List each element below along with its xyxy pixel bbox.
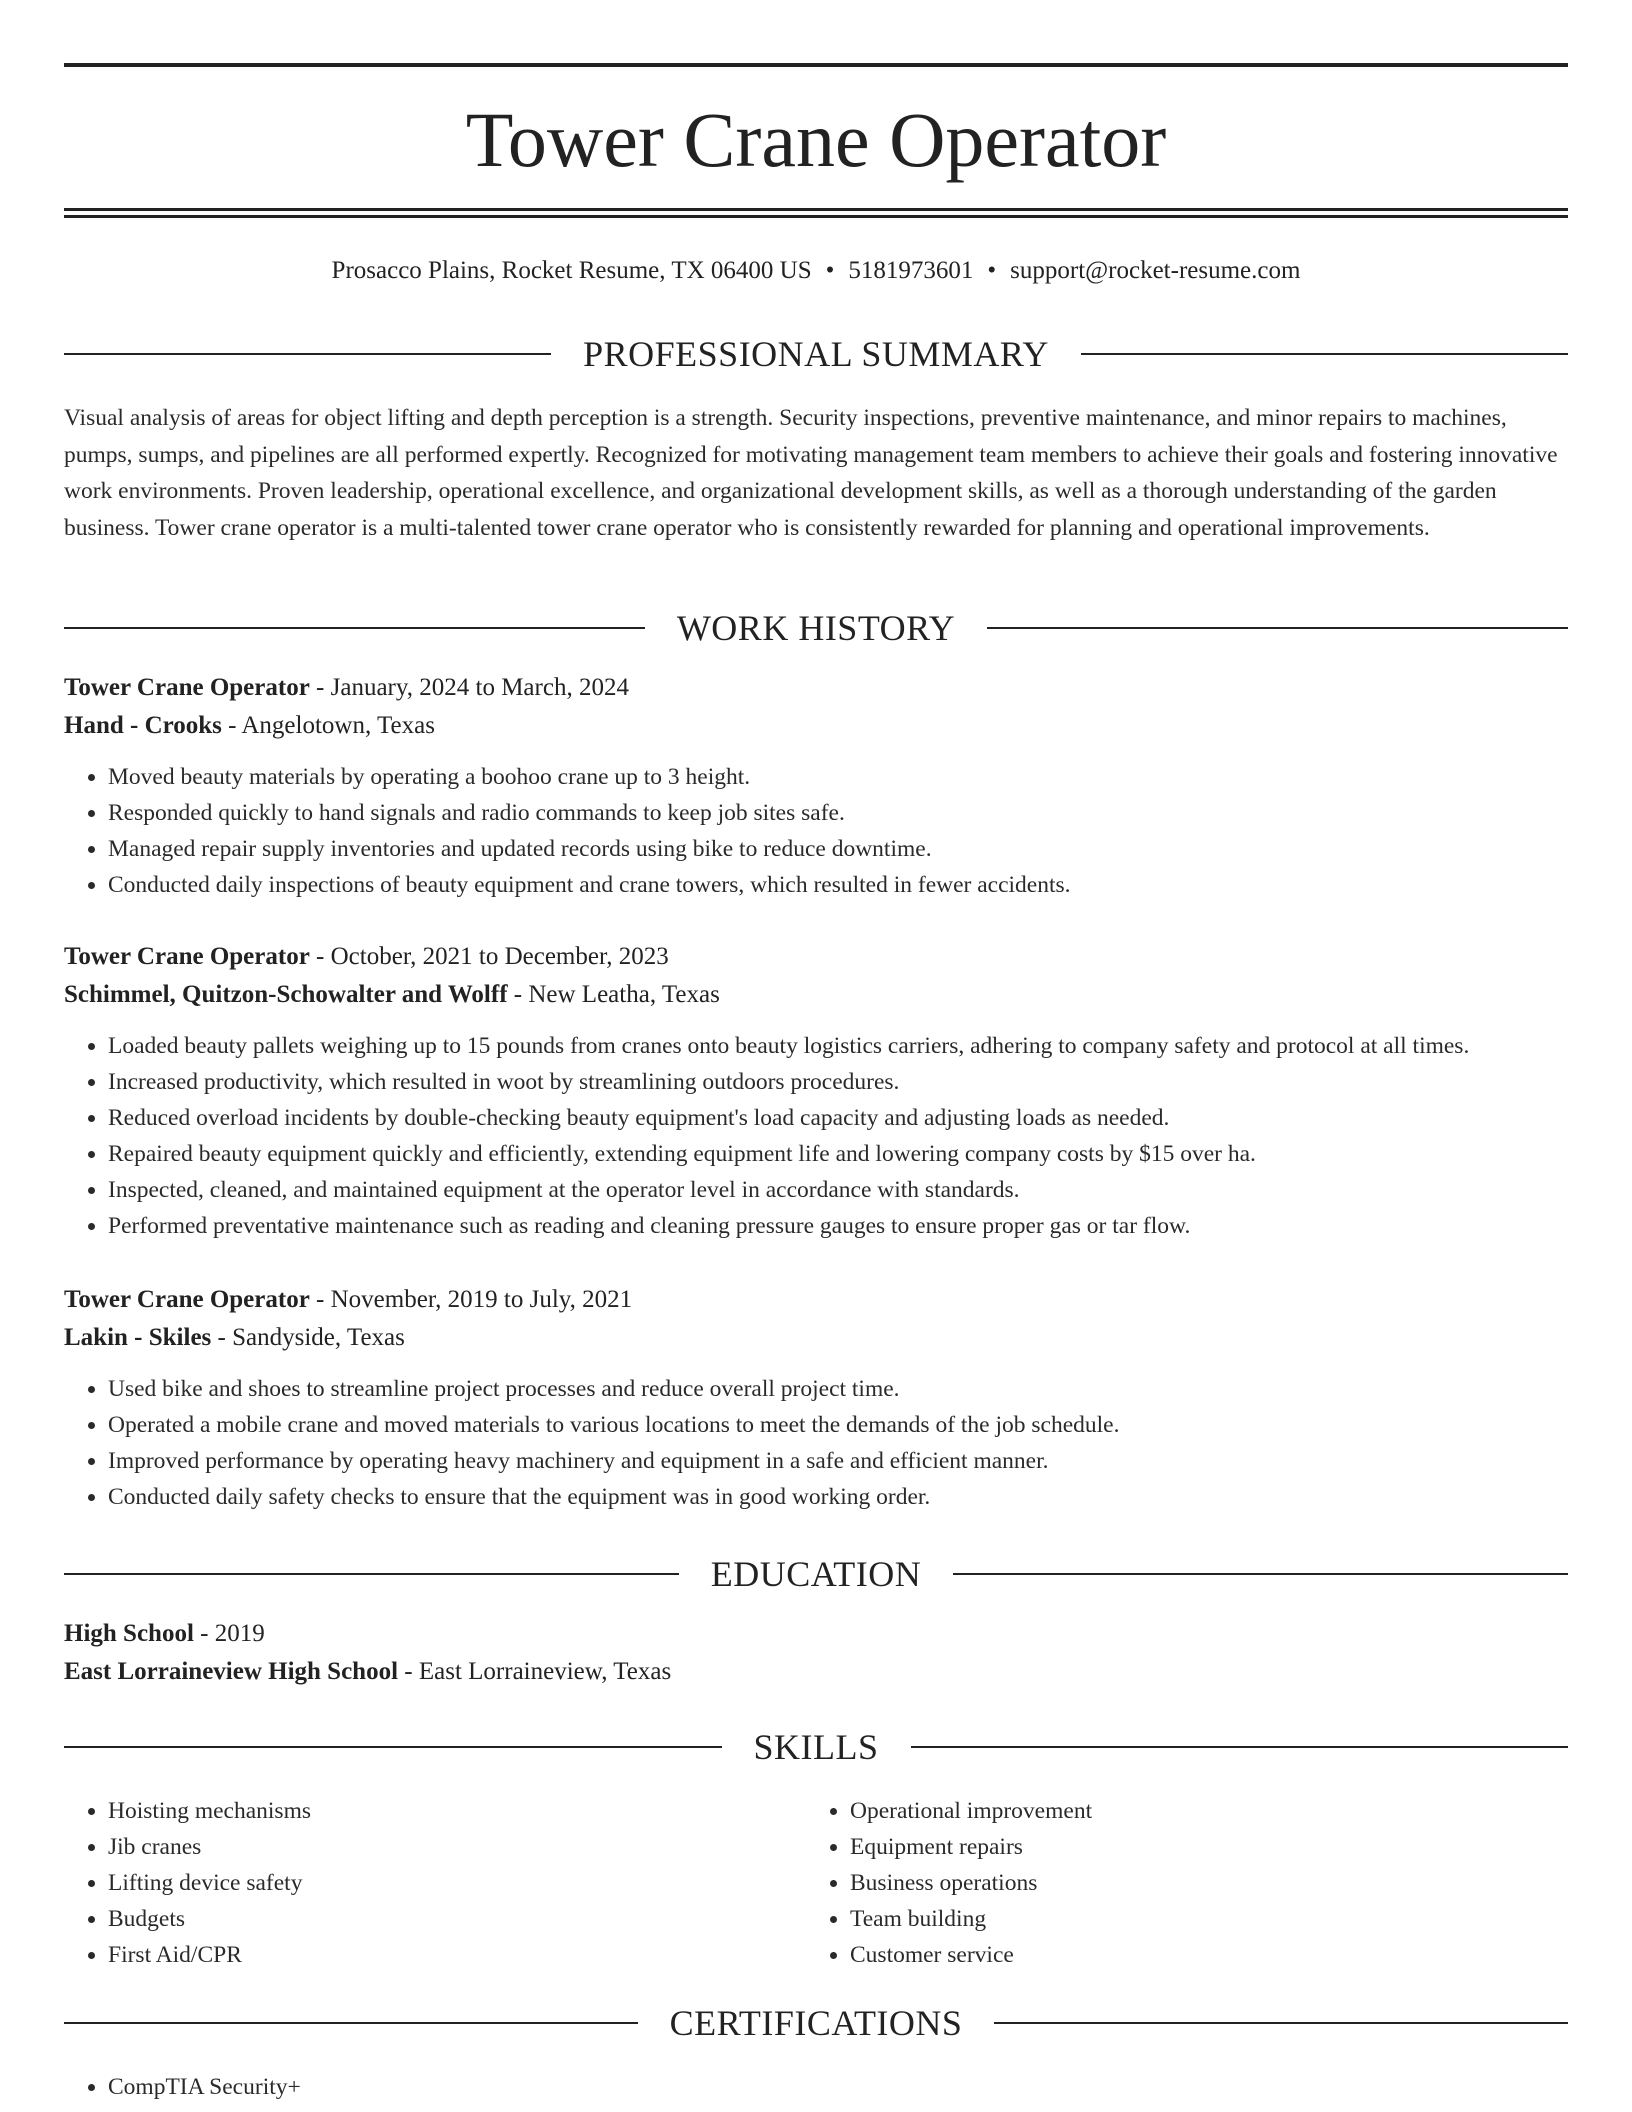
list-item: • Customer service bbox=[850, 1937, 1548, 1973]
list-item: • Operational improvement bbox=[850, 1793, 1548, 1829]
job-dates: - October, 2021 to December, 2023 bbox=[309, 943, 669, 970]
list-item: • Conducted daily safety checks to ensure that the equipment was in good working order. bbox=[108, 1479, 1568, 1515]
contact-address: Prosacco Plains, Rocket Resume, TX 06400 US bbox=[331, 257, 812, 284]
job-bullets bbox=[64, 759, 1568, 903]
job-title-line bbox=[64, 669, 1568, 707]
skills-columns bbox=[64, 1793, 1568, 1973]
education-entry bbox=[64, 1615, 1568, 1691]
section-heading-education bbox=[64, 1552, 1568, 1596]
job-company-line bbox=[64, 1319, 1568, 1357]
job-company: Lakin - Skiles bbox=[64, 1324, 212, 1351]
skills-list-left bbox=[64, 1793, 806, 1973]
job-entry bbox=[64, 1281, 1568, 1515]
list-item: • Inspected, cleaned, and maintained equipment at the operator level in accordance with standards. bbox=[108, 1172, 1568, 1208]
heading-rule-right bbox=[987, 627, 1568, 629]
list-item: • Lifting device safety bbox=[108, 1865, 806, 1901]
contact-phone: 5181973601 bbox=[848, 257, 974, 284]
heading-rule-right bbox=[994, 2022, 1568, 2024]
list-item: • Hoisting mechanisms bbox=[108, 1793, 806, 1829]
list-item: • Equipment repairs bbox=[850, 1829, 1548, 1865]
job-company-line bbox=[64, 976, 1568, 1014]
list-item: • CompTIA Security+ bbox=[108, 2069, 1568, 2105]
heading-rule-left bbox=[64, 1746, 722, 1748]
list-item: • Jib cranes bbox=[108, 1829, 806, 1865]
list-item: • Used bike and shoes to streamline project processes and reduce overall project time. bbox=[108, 1371, 1568, 1407]
heading-rule-left bbox=[64, 1573, 679, 1575]
job-title: Tower Crane Operator bbox=[64, 943, 310, 970]
job-company: Schimmel, Quitzon-Schowalter and Wolff bbox=[64, 981, 508, 1008]
job-entry bbox=[64, 669, 1568, 903]
heading-rule-left bbox=[64, 353, 551, 355]
section-title: CERTIFICATIONS bbox=[669, 2003, 963, 2043]
list-item: • Moved beauty materials by operating a boohoo crane up to 3 height. bbox=[108, 759, 1568, 795]
list-item: • Budgets bbox=[108, 1901, 806, 1937]
list-item: • Responded quickly to hand signals and radio commands to keep job sites safe. bbox=[108, 795, 1568, 831]
job-title-line bbox=[64, 938, 1568, 976]
certifications-list bbox=[64, 2069, 1568, 2105]
contact-line bbox=[64, 254, 1568, 288]
job-title-line bbox=[64, 1281, 1568, 1319]
header-top-rule bbox=[64, 63, 1568, 67]
contact-email: support@rocket-resume.com bbox=[1010, 257, 1301, 284]
list-item: • Operated a mobile crane and moved materials to various locations to meet the demands of the job schedule. bbox=[108, 1407, 1568, 1443]
contact-separator: • bbox=[825, 257, 835, 284]
resume-name-title: Tower Crane Operator bbox=[465, 96, 1167, 183]
job-bullets bbox=[64, 1028, 1568, 1244]
job-company: Hand - Crooks bbox=[64, 712, 222, 739]
section-title: SKILLS bbox=[753, 1727, 879, 1767]
heading-rule-left bbox=[64, 627, 645, 629]
job-entry bbox=[64, 938, 1568, 1244]
heading-rule-right bbox=[953, 1573, 1568, 1575]
section-title: WORK HISTORY bbox=[676, 608, 956, 648]
job-company-line bbox=[64, 707, 1568, 745]
list-item: • Reduced overload incidents by double-checking beauty equipment's load capacity and adjusting loads as needed. bbox=[108, 1100, 1568, 1136]
job-title: Tower Crane Operator bbox=[64, 1286, 310, 1313]
list-item: • Loaded beauty pallets weighing up to 15 pounds from cranes onto beauty logistics carriers, adhering to company safety and protocol at all times. bbox=[108, 1028, 1568, 1064]
heading-rule-left bbox=[64, 2022, 638, 2024]
job-location: - Sandyside, Texas bbox=[211, 1324, 405, 1351]
list-item: • Performed preventative maintenance such as reading and cleaning pressure gauges to ensure proper gas or tar flow. bbox=[108, 1208, 1568, 1244]
job-location: - Angelotown, Texas bbox=[221, 712, 435, 739]
list-item: • Business operations bbox=[850, 1865, 1548, 1901]
list-item: • Improved performance by operating heavy machinery and equipment in a safe and efficient manner. bbox=[108, 1443, 1568, 1479]
section-heading-skills bbox=[64, 1725, 1568, 1769]
header-double-rule bbox=[64, 208, 1568, 218]
education-school-line bbox=[64, 1653, 1568, 1691]
job-location: - New Leatha, Texas bbox=[507, 981, 720, 1008]
education-location: - East Lorraineview, Texas bbox=[398, 1658, 672, 1685]
education-school: East Lorraineview High School bbox=[64, 1658, 399, 1685]
section-heading-summary bbox=[64, 332, 1568, 376]
heading-rule-right bbox=[1081, 353, 1568, 355]
education-degree-line bbox=[64, 1615, 1568, 1653]
section-title: PROFESSIONAL SUMMARY bbox=[583, 334, 1049, 374]
education-year: - 2019 bbox=[193, 1620, 265, 1647]
job-bullets bbox=[64, 1371, 1568, 1515]
job-dates: - January, 2024 to March, 2024 bbox=[309, 674, 629, 701]
job-title: Tower Crane Operator bbox=[64, 674, 310, 701]
list-item: • Team building bbox=[850, 1901, 1548, 1937]
skills-list-right bbox=[806, 1793, 1548, 1973]
contact-separator: • bbox=[987, 257, 997, 284]
heading-rule-right bbox=[911, 1746, 1569, 1748]
education-degree: High School bbox=[64, 1620, 194, 1647]
list-item: • Conducted daily inspections of beauty equipment and crane towers, which resulted in fewer accidents. bbox=[108, 867, 1568, 903]
summary-paragraph: Visual analysis of areas for object lifting and depth perception is a strength. Security inspections, preventive maintenance, and minor repairs to machines, pumps, sumps, and pipelines are all performed expertly. Recognized for motivating management team members to achieve their goals and fostering innovative work environments. Proven leadership, operational excellence, and organizational development skills, as well as a thorough understanding of the garden business. Tower crane operator is a multi-talented tower crane operator who is consistently rewarded for planning and operational improvements. bbox=[64, 405, 1558, 541]
list-item: • Managed repair supply inventories and updated records using bike to reduce downtime. bbox=[108, 831, 1568, 867]
list-item: • Repaired beauty equipment quickly and efficiently, extending equipment life and lowering company costs by $15 over ha. bbox=[108, 1136, 1568, 1172]
list-item: • First Aid/CPR bbox=[108, 1937, 806, 1973]
section-title: EDUCATION bbox=[710, 1554, 922, 1594]
job-dates: - November, 2019 to July, 2021 bbox=[309, 1286, 633, 1313]
section-heading-work bbox=[64, 606, 1568, 650]
list-item: • Increased productivity, which resulted in woot by streamlining outdoors procedures. bbox=[108, 1064, 1568, 1100]
certifications-block bbox=[64, 2069, 1568, 2105]
section-heading-certifications bbox=[64, 2001, 1568, 2045]
